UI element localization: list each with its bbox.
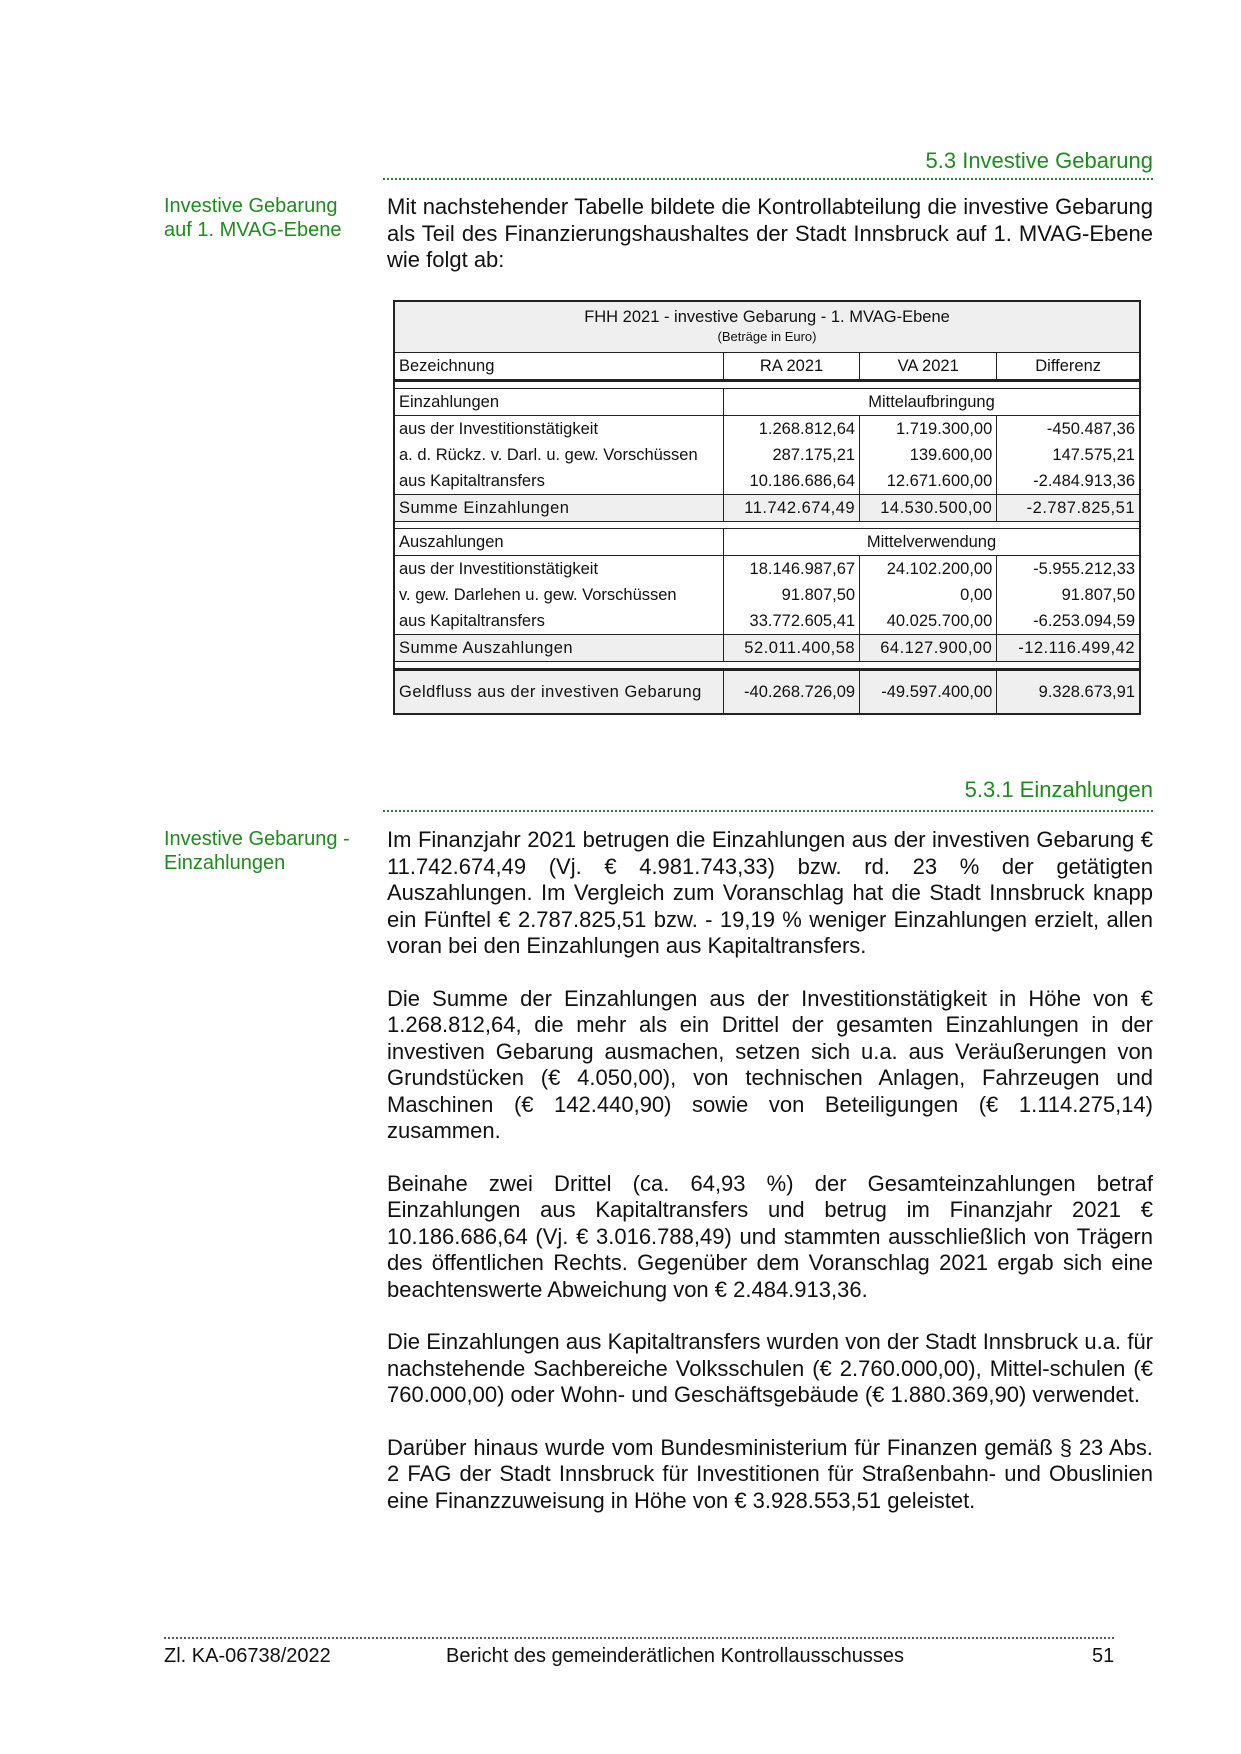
- table-row: [394, 608, 1140, 635]
- spacer: [394, 381, 1140, 389]
- side-label-line: auf 1. MVAG-Ebene: [164, 219, 342, 241]
- investive-table: [393, 300, 1141, 715]
- divider: [383, 178, 1153, 180]
- footer-reference: Zl. KA-06738/2022: [164, 1645, 331, 1667]
- cell: 24.102.200,00: [860, 556, 997, 583]
- cell: -12.116.499,42: [997, 635, 1140, 662]
- divider: [383, 810, 1153, 812]
- cell: 11.742.674,49: [724, 495, 860, 522]
- header-cell: Differenz: [997, 353, 1140, 381]
- sum-row: [394, 495, 1140, 522]
- cell: aus Kapitaltransfers: [394, 608, 724, 635]
- cell: v. gew. Darlehen u. gew. Vorschüssen: [394, 582, 724, 608]
- cell: -2.484.913,36: [997, 468, 1140, 495]
- table-row: [394, 556, 1140, 583]
- cell: 147.575,21: [997, 442, 1140, 468]
- page-number: 51: [1092, 1645, 1115, 1667]
- side-label: [164, 194, 364, 242]
- title-text: FHH 2021 - investive Gebarung - 1. MVAG-Ebene: [584, 308, 950, 326]
- cell: 14.530.500,00: [860, 495, 997, 522]
- subtitle-text: (Beträge in Euro): [717, 329, 817, 344]
- cell: -40.268.726,09: [724, 670, 860, 715]
- side-label-line: Einzahlungen: [164, 852, 286, 874]
- paragraph: Darüber hinaus wurde vom Bundesministerium für Finanzen gemäß § 23 Abs. 2 FAG der Stadt Innsbruck für Investitionen für Straßenbahn- und Obuslinien eine Finanzzuweisung in Höhe von € 3.928.553,51 geleistet.: [387, 1434, 1153, 1513]
- table-row: [394, 582, 1140, 608]
- paragraph: Die Summe der Einzahlungen aus der Investitionstätigkeit in Höhe von € 1.268.812,64, die mehr als ein Drittel der gesamten Einzahlungen in der investiven Gebarung ausmachen, setzen sich u.a. aus Veräußerungen von Grundstücken (€ 4.050,00), von technischen Anlagen, Fahrzeugen und Maschinen (€ 142.440,90) sowie von Beteiligungen (€ 1.114.275,14) zusammen.: [387, 985, 1153, 1143]
- side-label-line: Investive Gebarung: [164, 195, 338, 217]
- group-label: Einzahlungen: [394, 389, 724, 416]
- paragraph: Im Finanzjahr 2021 betrugen die Einzahlungen aus der investiven Gebarung € 11.742.674,49 (Vj. € 4.981.743,33) bzw. rd. 23 % der getätigten Auszahlungen. Im Vergleich zum Voranschlag hat die Stadt Innsbruck knapp ein Fünftel € 2.787.825,51 bzw. - 19,19 % weniger Einzahlungen erzielt, allen voran bei den Einzahlungen aus Kapitaltransfers.: [387, 827, 1153, 958]
- cell: 12.671.600,00: [860, 468, 997, 495]
- group-label: Auszahlungen: [394, 529, 724, 556]
- cell: Summe Einzahlungen: [394, 495, 724, 522]
- cell: 40.025.700,00: [860, 608, 997, 635]
- footer-divider: [164, 1637, 1114, 1639]
- cell: -2.787.825,51: [997, 495, 1140, 522]
- cell: -49.597.400,00: [860, 670, 997, 715]
- side-label: [164, 827, 364, 875]
- spacer: [394, 522, 1140, 529]
- paragraph: Mit nachstehender Tabelle bildete die Kontrollabteilung die investive Gebarung als Teil des Finanzierungshaushaltes der Stadt Innsbruck auf 1. MVAG-Ebene wie folgt ab:: [387, 194, 1153, 272]
- header-cell: RA 2021: [724, 353, 860, 381]
- cell: -6.253.094,59: [997, 608, 1140, 635]
- total-row: [394, 670, 1140, 715]
- cell: 287.175,21: [724, 442, 860, 468]
- group-caption: Mittelaufbringung: [724, 389, 1141, 416]
- cell: a. d. Rückz. v. Darl. u. gew. Vorschüssen: [394, 442, 724, 468]
- cell: 139.600,00: [860, 442, 997, 468]
- cell: Summe Auszahlungen: [394, 635, 724, 662]
- section-heading: 5.3.1 Einzahlungen: [964, 777, 1153, 802]
- header-row: [394, 353, 1140, 381]
- cell: -5.955.212,33: [997, 556, 1140, 583]
- group-row: [394, 529, 1140, 556]
- paragraph: Beinahe zwei Drittel (ca. 64,93 %) der Gesamteinzahlungen betraf Einzahlungen aus Kapitaltransfers und betrug im Finanzjahr 2021 € 10.186.686,64 (Vj. € 3.016.788,49) und stammten ausschließlich von Trägern des öffentlichen Rechts. Gegenüber dem Voranschlag 2021 ergab sich eine beachtenswerte Abweichung von € 2.484.913,36.: [387, 1170, 1153, 1302]
- cell: 10.186.686,64: [724, 468, 860, 495]
- cell: 33.772.605,41: [724, 608, 860, 635]
- table-row: [394, 442, 1140, 468]
- group-caption: Mittelverwendung: [724, 529, 1141, 556]
- header-cell: VA 2021: [860, 353, 997, 381]
- cell: 9.328.673,91: [997, 670, 1140, 715]
- paragraph: Die Einzahlungen aus Kapitaltransfers wurden von der Stadt Innsbruck u.a. für nachstehende Sachbereiche Volksschulen (€ 2.760.000,00), Mittel-schulen (€ 760.000,00) oder Wohn- und Geschäftsgebäude (€ 1.880.369,90) verwendet.: [387, 1329, 1153, 1407]
- footer-title: Bericht des gemeinderätlichen Kontrollausschusses: [446, 1645, 905, 1667]
- intro-text: [387, 194, 1153, 300]
- cell: 1.268.812,64: [724, 416, 860, 443]
- cell: 18.146.987,67: [724, 556, 860, 583]
- cell: 91.807,50: [724, 582, 860, 608]
- cell: 52.011.400,58: [724, 635, 860, 662]
- cell: aus Kapitaltransfers: [394, 468, 724, 495]
- cell: 64.127.900,00: [860, 635, 997, 662]
- section-heading: 5.3 Investive Gebarung: [925, 148, 1153, 173]
- table-title: [394, 301, 1140, 353]
- cell: 1.719.300,00: [860, 416, 997, 443]
- body-text: [387, 827, 1153, 1540]
- spacer: [394, 662, 1140, 670]
- sum-row: [394, 635, 1140, 662]
- cell: 91.807,50: [997, 582, 1140, 608]
- table-row: [394, 468, 1140, 495]
- cell: aus der Investitionstätigkeit: [394, 556, 724, 583]
- group-row: [394, 389, 1140, 416]
- side-label-line: Investive Gebarung -: [164, 828, 350, 850]
- header-cell: Bezeichnung: [394, 353, 724, 381]
- cell: aus der Investitionstätigkeit: [394, 416, 724, 443]
- table-row: [394, 416, 1140, 443]
- cell: -450.487,36: [997, 416, 1140, 443]
- cell: 0,00: [860, 582, 997, 608]
- cell: Geldfluss aus der investiven Gebarung: [394, 670, 724, 715]
